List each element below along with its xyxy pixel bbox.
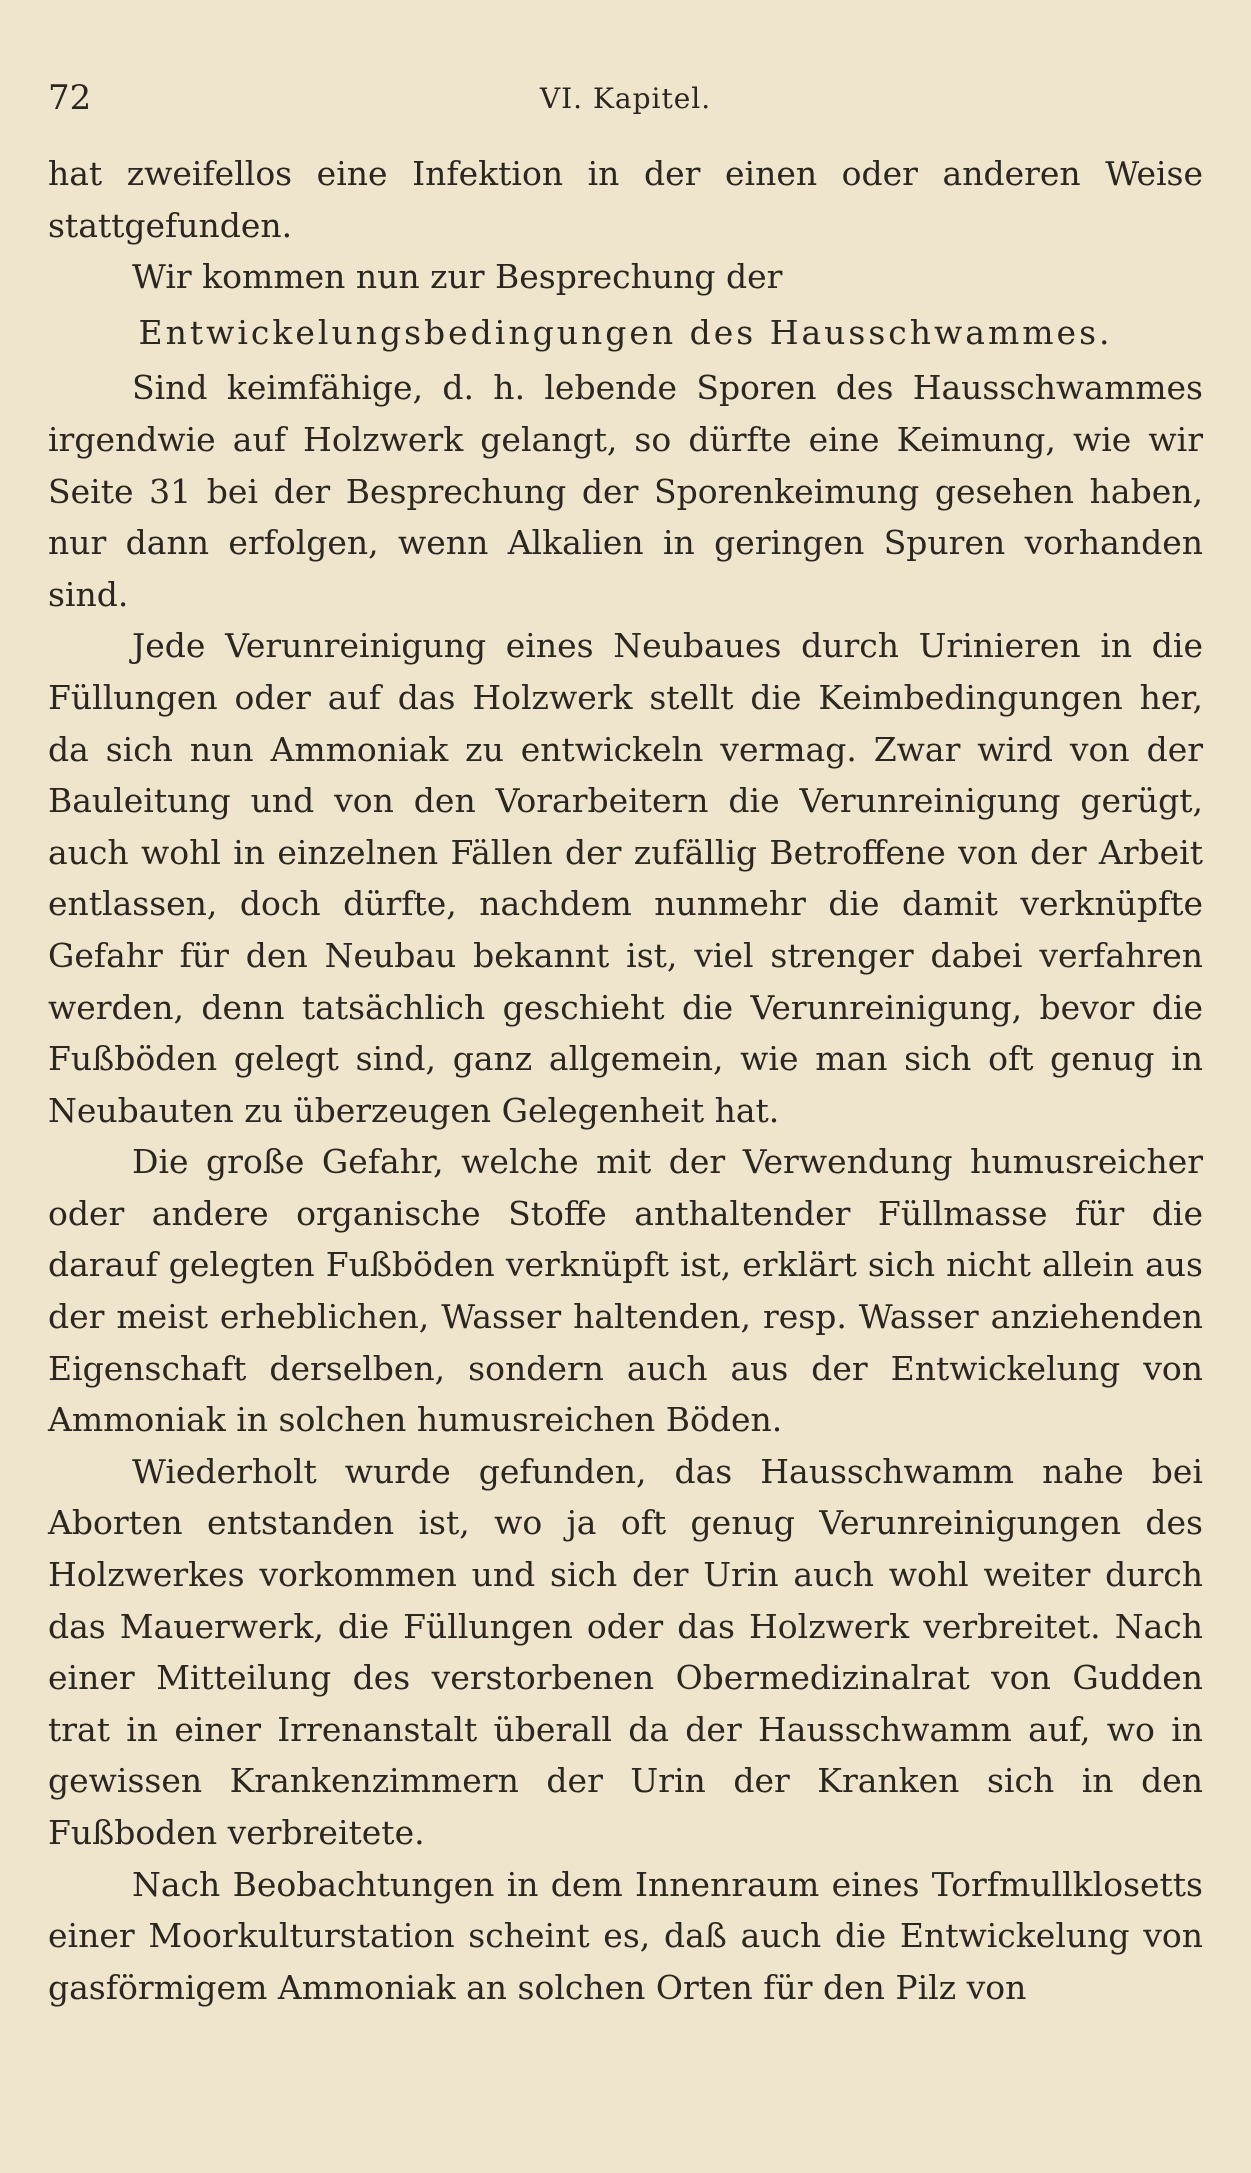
paragraph: Wiederholt wurde gefunden, das Hausschwamm nahe bei Aborten entstanden ist, wo ja oft genug Verunreinigungen des Holzwerkes vorkommen und sich der Urin auch wohl weiter durch das Mauerwerk, die Füllungen oder das Holzwerk verbreitet. Nach einer Mitteilung des verstorbenen Obermedizinalrat von Gudden trat in einer Irrenanstalt überall da der Hausschwamm auf, wo in gewissen Krankenzimmern der Urin der Kranken sich in den Fußboden verbreitete. — [48, 1451, 1203, 1852]
paragraph: Sind keimfähige, d. h. lebende Sporen des Hausschwammes irgendwie auf Holzwerk gelangt, so dürfte eine Keimung, wie wir Seite 31 bei der Besprechung der Sporenkeimung gesehen haben, nur dann erfolgen, wenn Alkalien in geringen Spuren vorhanden sind. — [48, 368, 1203, 614]
paragraph: Die große Gefahr, welche mit der Verwendung humusreicher oder andere organische Stoffe anthaltender Füllmasse für die darauf gelegten Fußböden verknüpft ist, erklärt sich nicht allein aus der meist erheblichen, Wasser haltenden, resp. Wasser anziehenden Eigenschaft derselben, sondern auch aus der Entwickelung von Ammoniak in solchen humusreichen Böden. — [48, 1142, 1203, 1440]
paragraph-continuation: hat zweifellos eine Infektion in der einen oder anderen Weise stattgefunden. — [48, 154, 1203, 245]
paragraph: Nach Beobachtungen in dem Innenraum eines Torfmullklosetts einer Moorkulturstation scheint es, daß auch die Entwickelung von gasförmigem Ammoniak an solchen Orten für den Pilz von — [48, 1864, 1203, 2007]
paragraph: Jede Verunreinigung eines Neubaues durch Urinieren in die Füllungen oder auf das Holzwerk stellt die Keimbedingungen her, da sich nun Ammoniak zu entwickeln vermag. Zwar wird von der Bauleitung und von den Vorarbeitern die Verunreinigung gerügt, auch wohl in einzelnen Fällen der zufällig Betroffene von der Arbeit entlassen, doch dürfte, nachdem nunmehr die damit verknüpfte Gefahr für den Neubau bekannt ist, viel strenger dabei verfahren werden, denn tatsächlich geschieht die Verunreinigung, bevor die Fußböden gelegt sind, ganz allgemein, wie man sich oft genug in Neubauten zu überzeugen Gelegenheit hat. — [48, 626, 1203, 1130]
body-text — [48, 148, 1203, 2013]
page-header — [48, 78, 1203, 138]
paragraph-intro: Wir kommen nun zur Besprechung der — [132, 257, 783, 297]
page-number: 72 — [48, 78, 92, 118]
running-title: VI. Kapitel. — [539, 82, 712, 115]
section-heading: Entwickelungsbedingungen des Hausschwammes. — [138, 312, 1113, 352]
